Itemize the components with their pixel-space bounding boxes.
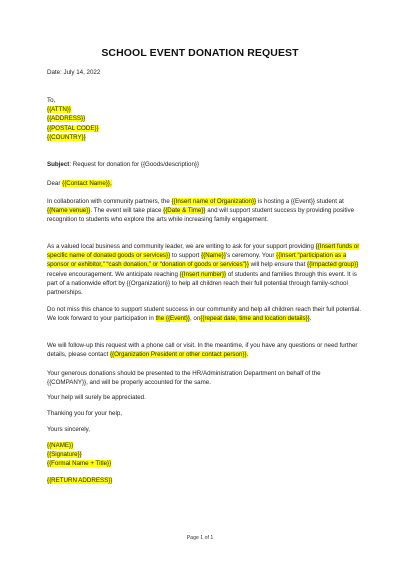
p1-datetime-placeholder: {{Date & Time}} <box>163 207 206 215</box>
address-street: {{ADDRESS}} <box>47 115 86 123</box>
letter-date: Date: July 14, 2022 <box>47 69 101 76</box>
p2-donation-placeholder: {{Insert funds or specific name of donated goods or services}} <box>47 243 360 260</box>
p2-text-4: will help ensure that <box>248 261 308 269</box>
p2-text-1: As a valued local business and community leader, we are writing to ask for your support providing <box>47 243 316 250</box>
p4-contact-placeholder: {{Organization President or other contact person}} <box>109 351 247 359</box>
subject-line <box>47 160 362 169</box>
subject-label: Subject <box>47 161 70 168</box>
p1-organization-placeholder: {{Insert name of Organization}} <box>171 198 257 205</box>
signature-sign: {{Signature}} <box>47 451 82 459</box>
p2-text-2: to support <box>170 252 202 260</box>
p1-text-1: In collaboration with community partners, the <box>47 198 172 205</box>
document-title: SCHOOL EVENT DONATION REQUEST <box>101 47 299 59</box>
p2-text-6: of students and families through this event. It is part of a nationwide effort by {{Organization}} to help all children reach their full potential through family-school partnerships. <box>47 270 357 297</box>
closing-thanks: Thanking you for your help, <box>47 410 122 417</box>
address-country: {{COUNTRY}} <box>47 133 86 141</box>
return-address <box>47 476 362 485</box>
p1-venue-placeholder: {{Name venue}} <box>47 207 91 215</box>
p2-number-placeholder: {{Insert number}} <box>179 270 227 278</box>
paragraph-4 <box>47 341 362 359</box>
p1-text-3: . The event will take place <box>90 207 164 215</box>
salutation-name: {{Contact Name}}, <box>62 180 112 187</box>
p4-text-2: . <box>246 351 249 359</box>
salutation <box>47 179 362 188</box>
p3-event-placeholder: the {{Event}} <box>155 315 190 323</box>
paragraph-5: Your generous donations should be presented to the HR/Administration Department on behalf of the {{COMPANY}}, and will be properly accounted for the same. <box>47 370 321 387</box>
recipient-address <box>47 96 362 142</box>
p2-participation-placeholder: {{Insert “participation as a sponsor or exhibitor,” “cash donation,” or “donation of goods or services”}} <box>47 252 347 269</box>
subject-text: : Request for donation for {{Goods/description}} <box>69 161 200 168</box>
address-to: To, <box>47 97 56 104</box>
p2-name-placeholder: {{Name}} <box>201 252 226 260</box>
return-address-placeholder: {{RETURN ADDRESS}} <box>47 477 113 484</box>
p1-text-2: is hosting a {{Event}} student at <box>256 198 344 205</box>
paragraph-2 <box>47 242 362 297</box>
p1-text-4: and will support student success by providing positive recognition to students who explore the arts while increasing family engagement. <box>47 207 355 224</box>
address-attn: {{ATTN}} <box>47 106 71 114</box>
paragraph-3 <box>47 305 362 323</box>
p2-text-5: receive encouragement. We anticipate reaching <box>47 270 180 278</box>
paragraph-1 <box>47 197 362 225</box>
salutation-prefix: Dear <box>47 180 63 187</box>
signature-name: {{NAME}} <box>47 442 74 449</box>
p3-details-placeholder: {{repeat date, time and location details}} <box>200 315 310 323</box>
page-number: Page 1 of 1 <box>186 535 214 541</box>
signature-block <box>47 441 362 469</box>
p4-text-1: We will follow-up this request with a phone call or visit. In the meantime, if you have any questions or need further details, please contact <box>47 342 358 359</box>
closing-sincerely: Yours sincerely, <box>47 426 90 433</box>
p2-impacted-group-placeholder: {{Impacted group}} <box>307 261 359 269</box>
p3-text-3: . <box>309 315 312 323</box>
address-postal-code: {{POSTAL CODE}} <box>47 124 99 132</box>
signature-title: {{Formal Name + Title}} <box>47 460 112 468</box>
paragraph-6: Your help will surely be appreciated. <box>47 394 146 401</box>
p2-text-3: 's ceremony. Your <box>225 252 277 260</box>
p3-text-1: Do not miss this chance to support student success in our community and help all children reach their full potential. We look forward to your participation in <box>47 306 362 323</box>
p3-text-2: , on <box>189 315 201 323</box>
